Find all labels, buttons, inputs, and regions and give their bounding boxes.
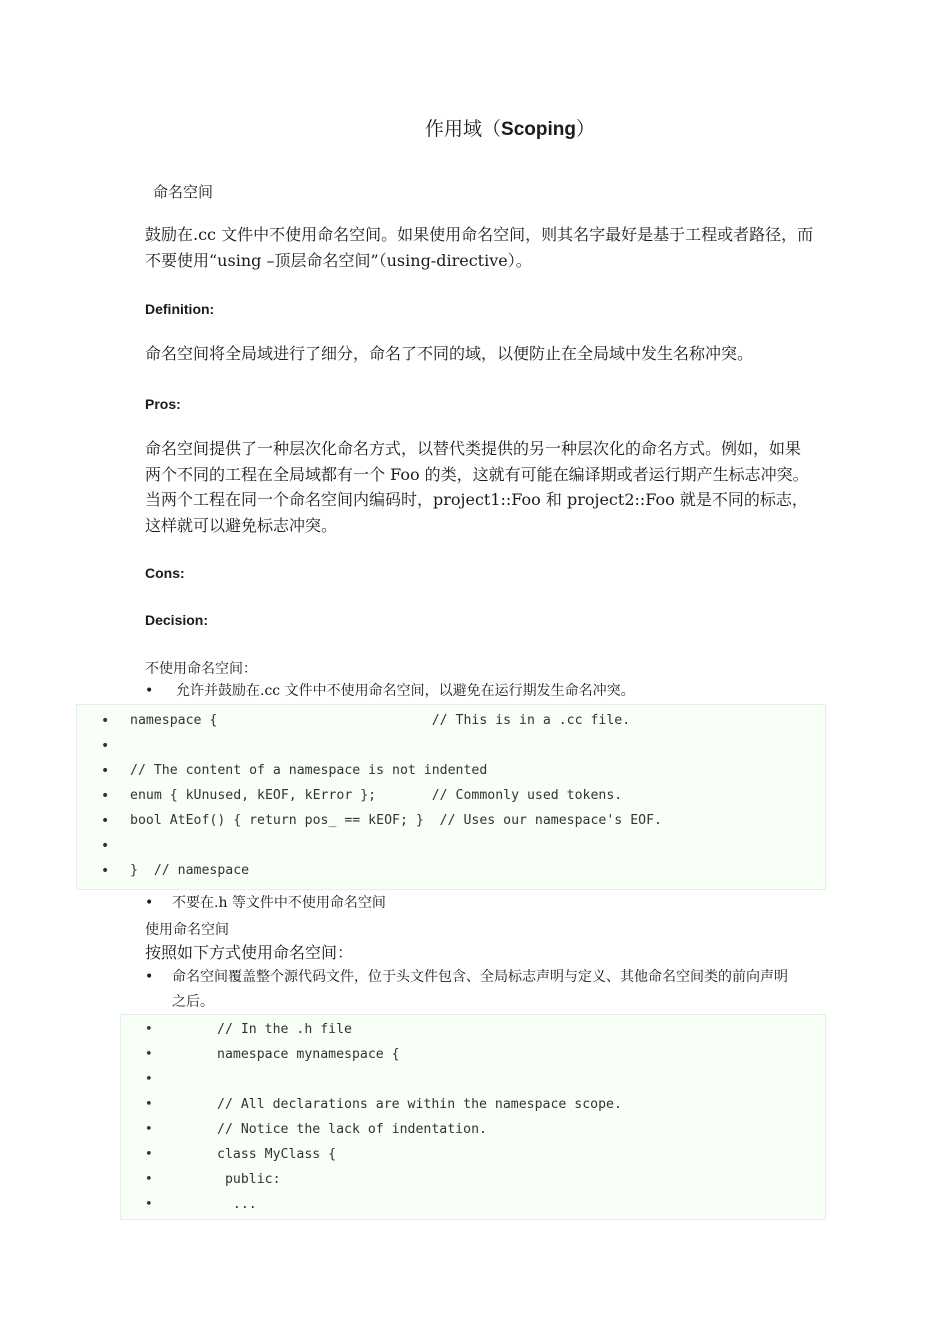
- bullet-cover-cont: 之后。: [172, 994, 214, 1010]
- code-block-h: • // In the .h file • namespace mynamespace { • • // All declarations are within the namespace scope. • // Notice the lack of indentation. • class MyClass { • public: • ...: [120, 1014, 826, 1220]
- code-block-cc: • namespace { // This is in a .cc file. • • // The content of a namespace is not indented • enum { kUnused, kEOF, kError }; // Commonly used tokens. • bool AtEof() { return pos_ == kEOF; } // Uses our namespace's EOF. • • } // namespace: [76, 704, 826, 890]
- use-namespace-heading: 使用命名空间: [145, 922, 229, 938]
- bullet-allow-text: 允许并鼓励在.cc 文件中不使用命名空间，以避免在运行期发生命名冲突。: [176, 683, 635, 699]
- definition-text: 命名空间将全局域进行了细分，命名了不同的域，以便防止在全局域中发生名称冲突。: [145, 344, 754, 363]
- intro-paragraph: 鼓励在.cc 文件中不使用命名空间。如果使用命名空间，则其名字最好是基于工程或者路径，而不要使用“using –顶层命名空间”（using-directive）。: [145, 225, 814, 270]
- title-cn: 作用域（: [425, 118, 502, 140]
- bullet-mark: •: [145, 969, 154, 985]
- definition-label: Definition:: [145, 301, 215, 317]
- title-close: ）: [575, 118, 595, 140]
- use-namespace-intro: 按照如下方式使用命名空间：: [145, 943, 354, 962]
- bullet-mark: •: [145, 683, 154, 699]
- bullet-cover: [145, 965, 788, 990]
- decision-label: Decision:: [145, 612, 209, 628]
- bullet-h-text: 不要在.h 等文件中不使用命名空间: [172, 895, 386, 911]
- bullet-h-file: [145, 891, 386, 916]
- cons-label: Cons:: [145, 565, 185, 581]
- bullet-allow: [145, 679, 635, 704]
- pros-label: Pros:: [145, 396, 181, 412]
- no-namespace-heading: 不使用命名空间：: [145, 661, 257, 677]
- bullet-mark: •: [145, 895, 154, 911]
- bullet-cover-text: 命名空间覆盖整个源代码文件，位于头文件包含、全局标志声明与定义、其他命名空间类的前向声明: [172, 969, 788, 985]
- subsection-heading: 命名空间: [153, 183, 214, 201]
- page-title: [0, 114, 950, 141]
- pros-text: 命名空间提供了一种层次化命名方式，以替代类提供的另一种层次化的命名方式。例如，如果两个不同的工程在全局域都有一个 Foo 的类，这就有可能在编译期或者运行期产生标志冲突。当两个工程在同一个命名空间内编码时，project1::Foo 和 project2::Foo 就是不同的标志，这样就可以避免标志冲突。: [145, 439, 809, 535]
- title-en: Scoping: [501, 119, 576, 140]
